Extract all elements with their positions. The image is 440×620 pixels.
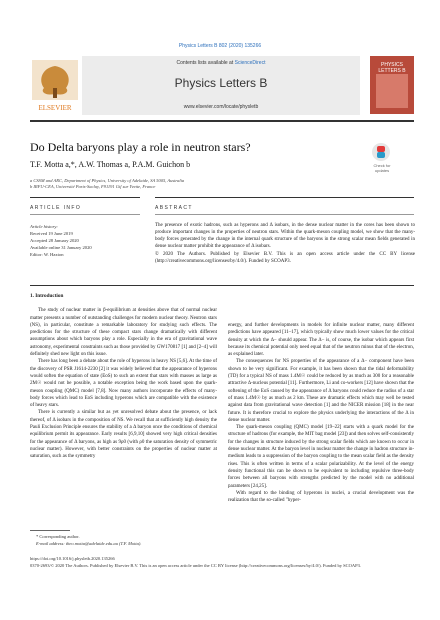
article-history — [30, 223, 140, 258]
footnote-rule — [30, 530, 70, 531]
left-paragraph: There is currently a similar but as yet unresolved debate about the presence, or lack thereof, of Δ isobars in the composition of NS. We recall that at sufficiently high density the Pauli Exclusion Principle ensures the stability of a Δ baryon once the conditions of chemical equilibrium permit its appearance. Early results [6,9,10] showed very high critical densities for the appearance of Δ baryons, as high as 9ρ0 (with ρ0 the saturation density of symmetric nuclear matter). However, with better constraints on the properties of nuclear matter at saturation, such as the symmetry — [30, 410, 217, 460]
contents-line-prefix: Contents lists available at — [176, 60, 235, 66]
article-info-rule — [30, 197, 140, 198]
abstract-heading: ABSTRACT — [155, 205, 193, 211]
journal-cover-thumbnail — [370, 56, 414, 114]
elsevier-logo — [30, 58, 80, 114]
right-column — [228, 322, 414, 504]
journal-reference[interactable]: Physics Letters B 802 (2020) 135266 — [178, 43, 262, 49]
right-paragraph: With regard to the binding of hyperons in nuclei, a crucial development was the realization that the so-called "hyper- — [228, 490, 414, 504]
article-info-heading: ARTICLE INFO — [30, 205, 82, 211]
right-paragraph: The quark-meson coupling (QMC) model [19–22] starts with a quark model for the structure of hadrons (for example, the MIT bag model [23]) and then solves self-consistently for the changes in structure induced by the strong scalar fields which are known to occur in dense nuclear matter. At the baryon level in nuclear matter the change in hadron structure in-medium leads to a suppression of the baryon coupling to the mean scalar field as the density rises. This is often written in terms of a scalar polarizability. At the level of the energy density functional this can be shown to be equivalent to including repulsive three-body forces between all baryons with strengths predicted by the model with no additional parameters [24,25]. — [228, 425, 414, 489]
accepted-date: Accepted 28 January 2020 — [30, 238, 79, 243]
editor: Editor: W. Haxton — [30, 252, 64, 257]
article-history-label: Article history: — [30, 224, 58, 229]
abstract-subrule — [155, 214, 414, 215]
contents-line — [82, 60, 360, 66]
journal-homepage-link[interactable]: www.elsevier.com/locate/physletb — [183, 104, 259, 110]
affiliation-a: a CSSM and ARC, Department of Physics, University of Adelaide, SA 5005, Australia — [30, 178, 185, 183]
intro-heading: 1. Introduction — [30, 293, 64, 299]
crossmark-icon[interactable] — [372, 143, 390, 161]
author-list: T.F. Motta a,*, A.W. Thomas a, P.A.M. Guichon b — [30, 160, 191, 169]
cover-title: PHYSICS LETTERS B — [378, 62, 406, 74]
abstract-license: © 2020 The Authors. Published by Elsevier B.V. This is an open access article under the CC BY license (http://creativecommons.org/licenses/by/4.0/). Funded by SCOAP3. — [155, 252, 415, 264]
cover-art — [376, 74, 408, 108]
corresponding-author-note: * Corresponding author. — [36, 534, 80, 539]
received-date: Received 19 June 2019 — [30, 231, 73, 236]
doi-link[interactable]: https://doi.org/10.1016/j.physletb.2020.135266 — [30, 556, 115, 561]
article-title: Do Delta baryons play a role in neutron stars? — [30, 140, 251, 154]
abstract-text: The presence of exotic hadrons, such as hyperons and Δ isobars, in the dense nuclear matter in the cores has been shown to produce important changes in the properties of neutron stars. Within the quark-meson coupling model, we show that the many-body forces generated by the change in the internal quark structure of the baryons in the strong scalar mean fields generated in dense nuclear matter prohibit the appearance of Δ isobars. — [155, 223, 415, 249]
elsevier-tree-icon — [30, 58, 80, 114]
body-rule — [30, 285, 414, 286]
left-column — [30, 293, 217, 461]
left-paragraph: The study of nuclear matter in β-equilibrium at densities above that of normal nuclear matter presents a number of outstanding challenges for modern nuclear theory. Neutron stars (NS), in particular, constitute a remarkable laboratory for studying such effects. The predictions for the structure of these compact stars change dramatically with different assumptions about which baryons play a role. Especially in the era of gravitational wave astronomy, experimental constraints such as those provided by GW170817 [1] and [2–4] will definitely shed new light on this issue. — [30, 308, 217, 358]
abstract-body — [155, 222, 415, 265]
article-info-subrule — [30, 214, 140, 215]
footer-license: 0370-2693/© 2020 The Authors. Published by Elsevier B.V. This is an open access article under the CC BY license (http://creativecommons.org/licenses/by/4.0/). Funded by SCOAP3. — [30, 563, 362, 568]
right-paragraph: The consequences for NS properties of the appearance of a Δ− component have been shown to be very significant. For example, it has been shown that the tidal deformability (TD) for a typical NS of mass 1.4M☉ could be reduced by as much as 300 for a reasonable attractive Δ-nucleus potential [11]. Furthermore, Li and co-workers [12] have shown that the softening of the EoS caused by the appearance of Δ baryons could reduce the radius of a star of mass 1.4M☉ by as much as 2 km. These are dramatic effects which may well be tested against data from gravitational wave detection [1] and the NICER mission [18] in the near future. It is therefore crucial to explore the physics underlying the interactions of the Δ in dense nuclear matter. — [228, 359, 414, 423]
available-online-date: Available online 31 January 2020 — [30, 245, 92, 250]
left-paragraph: There has long been a debate about the role of hyperons in heavy NS [5,6]. At the time of the discovery of PSR J1614-2230 [2] it was widely believed that the appearance of hyperons would soften the equation of state (EoS) to such an extent that stars with masses as large as 2M☉ would not be possible, a notable exception being the work based upon the quark-meson coupling (QMC) model [7,8]. Now many authors incorporate the effects of many-body forces which lead to EoS including hyperons which are compatible with the existence of heavy stars. — [30, 359, 217, 409]
right-paragraph: energy, and further developments in models for infinite nuclear matter, many different predictions have appeared [11–17], which typically show much lower values for the critical density at which the Δ− should appear. The Δ− is, of course, the isobar which appears first because its chemical potential only need equal that of the neutron minus that of the electron, as explained later. — [228, 323, 414, 358]
crossmark-label[interactable]: Check for updates — [373, 163, 391, 173]
sciencedirect-link[interactable]: ScienceDirect — [234, 60, 266, 66]
journal-title: Physics Letters B — [174, 76, 268, 90]
affiliation-b: b IRFU-CEA, Université Paris-Saclay, F91191 Gif sur Yvette, France — [30, 184, 156, 189]
header-rule — [30, 120, 414, 122]
email-note[interactable]: E-mail address: theo.motta@adelaide.edu.au (T.F. Motta). — [36, 541, 142, 546]
abstract-rule — [155, 197, 414, 198]
elsevier-wordmark: ELSEVIER — [38, 104, 72, 112]
